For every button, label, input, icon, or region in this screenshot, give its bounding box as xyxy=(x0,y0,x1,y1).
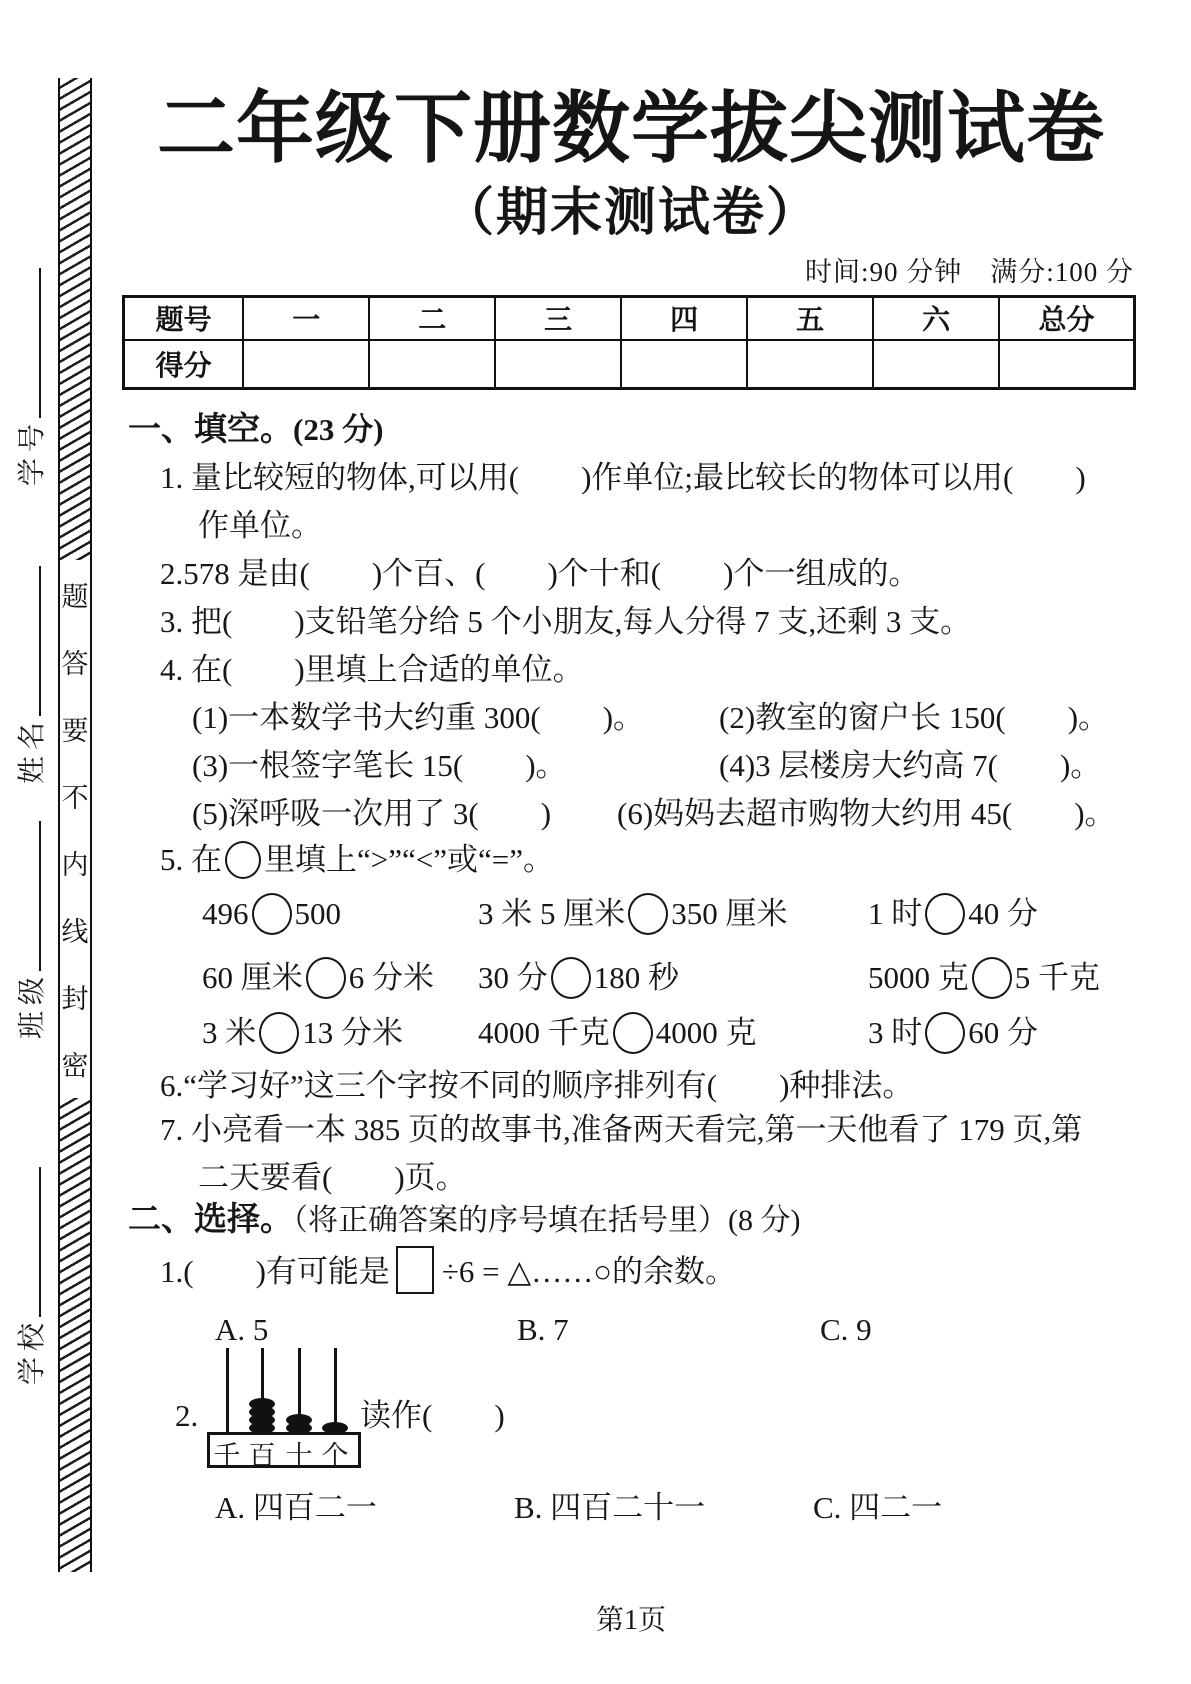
compare-circle xyxy=(972,957,1012,999)
abacus-label-tens: 十 xyxy=(285,1441,313,1471)
q7-line1: 7. 小亮看一本 385 页的故事书,准备两天看完,第一天他看了 179 页,第 xyxy=(160,1112,1083,1147)
s2-q1-option-a: A. 5 xyxy=(215,1312,269,1347)
abacus-rod-ones xyxy=(322,1348,348,1432)
school-label: 学校 xyxy=(17,1316,48,1385)
score-col-5: 五 xyxy=(747,297,873,340)
compare-circle xyxy=(925,1012,965,1054)
q4-sub3: (3)一根签字笔长 15( )。 xyxy=(192,748,567,783)
q5-text-post: 里填上“>”“<”或“=”。 xyxy=(264,842,555,877)
school-field xyxy=(13,1155,47,1385)
compare-circle-icon xyxy=(225,841,261,879)
abacus-figure xyxy=(207,1348,361,1471)
score-cell xyxy=(621,340,747,389)
seal-band xyxy=(58,78,92,1572)
abacus-label-hundreds: 百 xyxy=(248,1441,276,1471)
s2-q1-text-post: ÷6 = △……○的余数。 xyxy=(441,1254,736,1289)
q4-line: 4. 在( )里填上合适的单位。 xyxy=(160,652,584,687)
class-field xyxy=(13,809,47,1039)
s2-q1-option-c: C. 9 xyxy=(820,1312,872,1347)
section1-heading-note: (23 分) xyxy=(293,412,384,447)
score-col-3: 三 xyxy=(495,297,621,340)
score-table-score-row xyxy=(124,340,1135,389)
compare-circle xyxy=(259,1012,299,1054)
q5-text-pre: 5. 在 xyxy=(160,842,222,877)
student-name-label: 姓名 xyxy=(17,715,48,784)
comparison-item: 3 米 5 厘米 350 厘米 xyxy=(478,893,788,935)
student-name-field xyxy=(13,554,47,784)
school-blank-line xyxy=(39,1167,41,1317)
exam-content xyxy=(120,0,1142,1684)
compare-circle xyxy=(252,893,292,935)
s2-q2-number: 2. xyxy=(175,1398,199,1433)
seal-line-text: 题答要不内线封密 xyxy=(61,582,89,1081)
comparison-item: 3 米 13 分米 xyxy=(202,1012,403,1054)
page-number: 第1页 xyxy=(595,1605,666,1636)
s2-q2-read-as: 读作( ) xyxy=(360,1398,505,1433)
q6-line: 6.“学习好”这三个字按不同的顺序排列有( )种排法。 xyxy=(160,1068,914,1103)
student-id-label: 学号 xyxy=(17,417,48,486)
score-table-header-row xyxy=(124,297,1135,340)
abacus-label-thousands: 千 xyxy=(213,1441,241,1471)
section2-heading xyxy=(128,1200,800,1241)
comparison-item: 60 厘米 6 分米 xyxy=(202,957,434,999)
section2-heading-main: 二、选择。 xyxy=(128,1202,293,1238)
score-cell xyxy=(873,340,999,389)
class-blank-line xyxy=(39,821,41,971)
comparison-item: 30 分 180 秒 xyxy=(478,957,679,999)
s2-q2-option-a: A. 四百二一 xyxy=(215,1490,377,1525)
compare-circle xyxy=(613,1012,653,1054)
compare-circle xyxy=(551,957,591,999)
q4-sub1: (1)一本数学书大约重 300( )。 xyxy=(192,700,645,735)
s2-q2-option-b: B. 四百二十一 xyxy=(514,1490,706,1525)
section1-heading-main: 一、填空。 xyxy=(128,412,293,448)
comparison-item: 5000 克 5 千克 xyxy=(868,957,1100,999)
q2-line: 2.578 是由( )个百、( )个十和( )个一组成的。 xyxy=(160,556,920,591)
q4-sub2: (2)教室的窗户长 150( )。 xyxy=(719,700,1110,735)
score-cell xyxy=(495,340,621,389)
compare-circle xyxy=(306,957,346,999)
abacus-label-ones: 个 xyxy=(321,1441,349,1471)
score-col-2: 二 xyxy=(369,297,495,340)
q7-line2: 二天要看( )页。 xyxy=(198,1160,467,1195)
exam-title: 二年级下册数学拔尖测试卷 xyxy=(156,85,1105,172)
q3-line: 3. 把( )支铅笔分给 5 个小朋友,每人分得 7 支,还剩 3 支。 xyxy=(160,604,972,639)
q4-sub5: (5)深呼吸一次用了 3( ) xyxy=(192,796,552,831)
seal-hatch-bottom xyxy=(60,1098,90,1572)
comparison-item: 3 时 60 分 xyxy=(868,1012,1038,1054)
score-col-total: 总分 xyxy=(999,297,1134,340)
q1-line2: 作单位。 xyxy=(198,508,322,543)
q1-line1: 1. 量比较短的物体,可以用( )作单位;最比较长的物体可以用( ) xyxy=(160,460,1086,495)
student-id-blank-line xyxy=(39,268,41,418)
student-name-blank-line xyxy=(39,566,41,716)
q5-line xyxy=(160,840,554,880)
s2-q1-text-pre: 1.( )有可能是 xyxy=(160,1254,390,1289)
comparison-item: 496 500 xyxy=(202,893,341,935)
comparison-item: 1 时 40 分 xyxy=(868,893,1038,935)
compare-circle xyxy=(925,893,965,935)
score-col-4: 四 xyxy=(621,297,747,340)
q4-sub4: (4)3 层楼房大约高 7( )。 xyxy=(719,748,1102,783)
comparison-item: 4000 千克 4000 克 xyxy=(478,1012,757,1054)
s2-q1-line xyxy=(160,1246,736,1294)
score-table xyxy=(122,295,1136,390)
s2-q1-option-b: B. 7 xyxy=(517,1312,569,1347)
s2-q2-option-c: C. 四二一 xyxy=(813,1490,943,1525)
dividend-box-icon xyxy=(396,1246,434,1294)
exam-subtitle: （期末测试卷） xyxy=(441,185,820,242)
score-table-corner: 题号 xyxy=(124,297,244,340)
class-label: 班级 xyxy=(17,970,48,1039)
score-cell xyxy=(999,340,1134,389)
student-id-field xyxy=(13,256,47,486)
compare-circle xyxy=(628,893,668,935)
score-cell xyxy=(243,340,369,389)
score-cell xyxy=(747,340,873,389)
score-col-6: 六 xyxy=(873,297,999,340)
q4-sub6: (6)妈妈去超市购物大约用 45( )。 xyxy=(617,796,1116,831)
score-cell xyxy=(369,340,495,389)
abacus-rod-thousands xyxy=(214,1348,240,1432)
seal-hatch-top xyxy=(60,78,90,560)
section2-heading-note: （将正确答案的序号填在括号里）(8 分) xyxy=(293,1204,801,1237)
abacus-rod-hundreds xyxy=(249,1348,275,1432)
exam-time-score-info: 时间:90 分钟 满分:100 分 xyxy=(804,257,1134,287)
section1-heading xyxy=(128,410,383,450)
score-col-1: 一 xyxy=(243,297,369,340)
score-row-label: 得分 xyxy=(124,340,244,389)
abacus-rod-tens xyxy=(286,1348,312,1432)
